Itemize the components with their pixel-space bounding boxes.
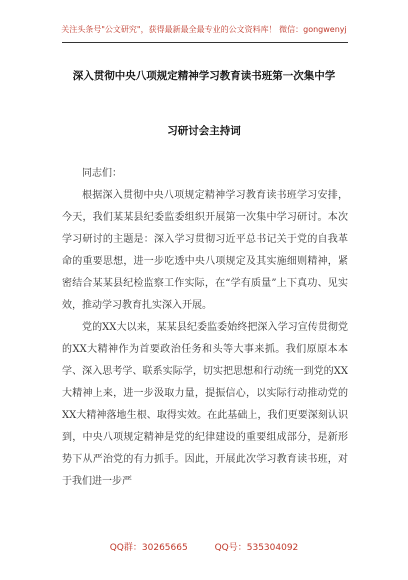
document-title-line-2: 习研讨会主持词: [167, 125, 241, 137]
footer-qq-group: QQ群：30265665: [109, 543, 188, 553]
document-body: [62, 163, 348, 493]
document-title-line-1: 深入贯彻中央八项规定精神学习教育读书班第一次集中学: [72, 70, 336, 82]
header-divider: [62, 42, 348, 43]
salutation: 同志们：: [82, 168, 122, 179]
paragraph-1: 根据深入贯彻中央八项规定精神学习教育读书班学习安排，今天，我们某某县纪委监委组织开展第一次集中学习研讨。本次学习研讨的主题是：深入学习贯彻习近平总书记关于党的自我革命的重要思想，进一步吃透中央八项规定及其实施细则精神，紧密结合某某县纪检监察工作实际，在“学有质量”上下真功、见实效，推动学习教育扎实深入开展。: [62, 190, 348, 311]
header-banner: 关注头条号"公文研究"，获得最新最全最专业的公文资料库！ 微信：gongwenyj: [61, 25, 347, 34]
paragraph-2: 党的XX大以来，某某县纪委监委始终把深入学习宣传贯彻党的XX大精神作为首要政治任务和头等大事来抓。我们原原本本学、深入思考学、联系实际学，切实把思想和行动统一到党的XX大精神上来，进一步汲取力量，提振信心，以实际行动推动党的XX大精神落地生根、取得实效。在此基础上，我们更要深刻认识到，中央八项规定精神是党的纪律建设的重要组成部分，是新形势下从严治党的有力抓手。因此，开展此次学习教育读书班，对于我们进一步严: [62, 322, 348, 487]
footer-qq-number: QQ号：535304092: [214, 543, 299, 553]
footer-contact: [0, 540, 408, 553]
